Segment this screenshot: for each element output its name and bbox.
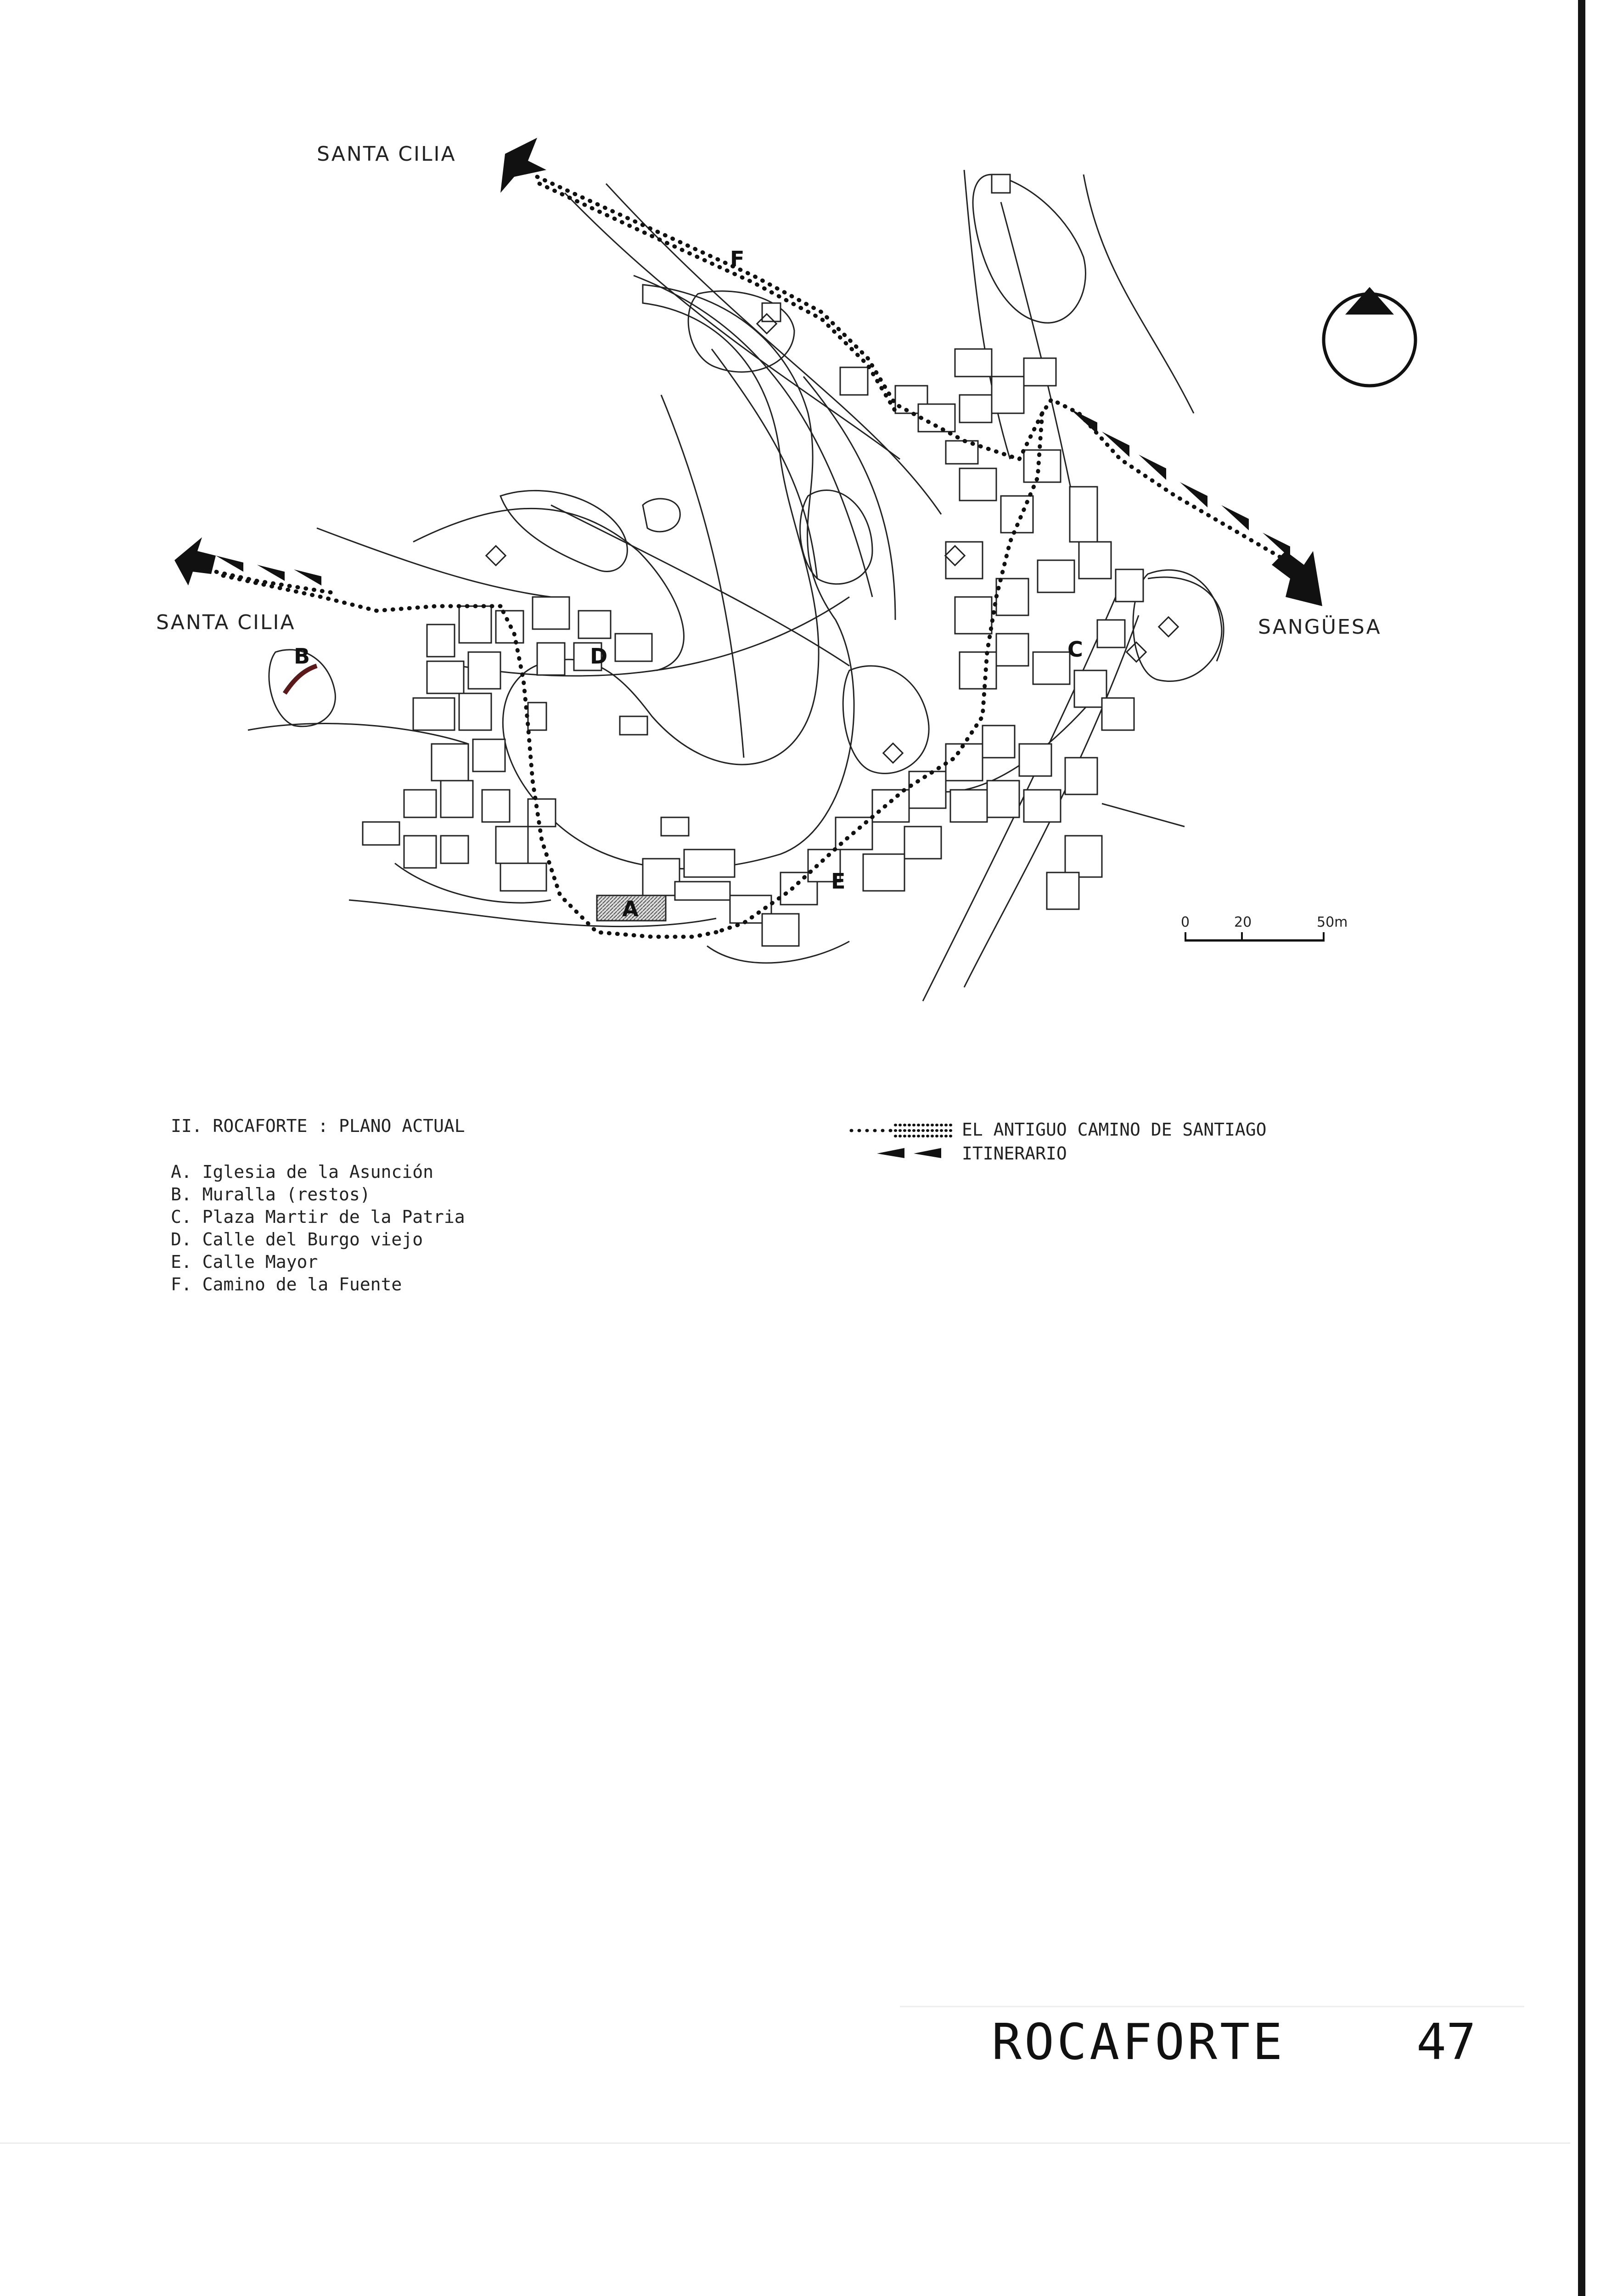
key-camino-label: EL ANTIGUO CAMINO DE SANTIAGO bbox=[962, 1120, 1267, 1140]
legend-item-a: A. Iglesia de la Asunción bbox=[171, 1162, 433, 1182]
legend-item-b: B. Muralla (restos) bbox=[171, 1184, 371, 1204]
scale-tick-20: 20 bbox=[1234, 914, 1252, 930]
legend-item-d: D. Calle del Burgo viejo bbox=[171, 1229, 423, 1249]
point-label-c: C bbox=[1067, 637, 1083, 662]
scale-tick-0: 0 bbox=[1181, 914, 1190, 930]
camino-dotted-symbol-icon bbox=[849, 1120, 955, 1139]
muralla-remains bbox=[285, 666, 317, 693]
buildings bbox=[363, 174, 1143, 946]
arrow-santa-cilia-west-icon bbox=[174, 537, 216, 585]
point-label-b: B bbox=[294, 644, 310, 669]
legend-item-c: C. Plaza Martir de la Patria bbox=[171, 1207, 465, 1227]
label-santa-cilia-top: SANTA CILIA bbox=[317, 142, 456, 166]
arrow-sanguesa-east-icon bbox=[1272, 551, 1322, 606]
scale-tick-50m: 50m bbox=[1317, 914, 1348, 930]
point-label-f: F bbox=[730, 247, 745, 271]
itinerary-arrows bbox=[216, 409, 1290, 585]
footer-rule bbox=[900, 2006, 1524, 2007]
map-caption-title: II. ROCAFORTE : PLANO ACTUAL bbox=[171, 1116, 465, 1136]
north-arrow-icon bbox=[1324, 287, 1415, 386]
footer-title: ROCAFORTE bbox=[992, 2014, 1286, 2071]
point-label-e: E bbox=[831, 869, 846, 894]
town-plan-map bbox=[0, 0, 1623, 1056]
page-number: 47 bbox=[1416, 2014, 1477, 2071]
label-santa-cilia-left: SANTA CILIA bbox=[156, 611, 296, 634]
bottom-rule bbox=[0, 2143, 1570, 2144]
central-loop bbox=[503, 285, 854, 869]
itinerary-arrows-symbol-icon bbox=[849, 1144, 955, 1163]
point-label-d: D bbox=[590, 644, 608, 669]
key-itinerario-label: ITINERARIO bbox=[962, 1143, 1067, 1164]
label-sanguesa: SANGÜESA bbox=[1258, 615, 1382, 639]
legend-list bbox=[171, 1161, 465, 1296]
legend-item-e: E. Calle Mayor bbox=[171, 1252, 318, 1272]
legend-item-f: F. Camino de la Fuente bbox=[171, 1274, 402, 1294]
point-label-a: A bbox=[622, 896, 639, 921]
scale-bar bbox=[1181, 914, 1348, 941]
